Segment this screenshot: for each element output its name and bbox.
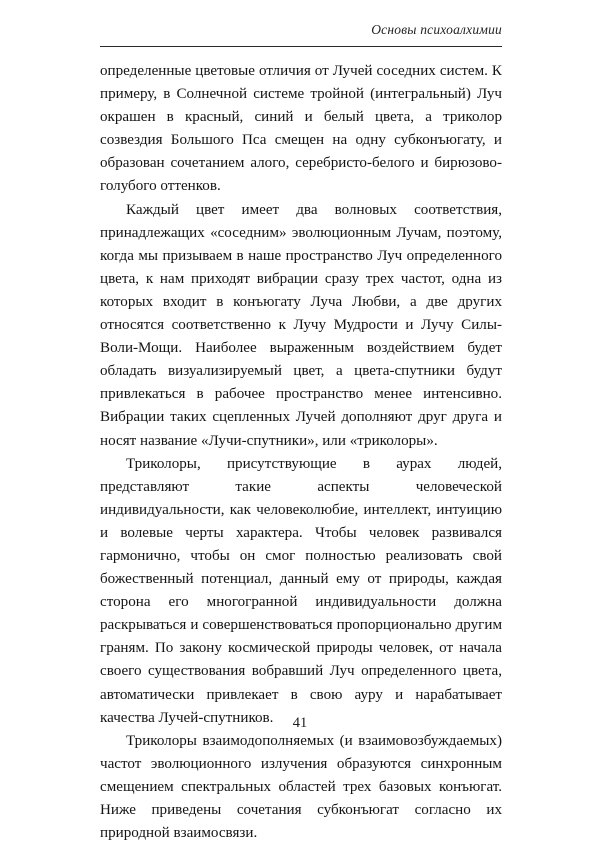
header-divider [100,46,502,47]
page-number: 41 [292,715,308,731]
paragraph: Каждый цвет имеет два волновых соответствия, принадлежащих «соседним» эволюционным Лучам, поэтому, когда мы призываем в наше пространство Луч определенного цвета, к нам приходят вибрации сразу трех частот, одна из которых входит в конъюгату Луча Любви, а две других относятся соответственно к Лучу Мудрости и Лучу Силы-Воли-Мощи. Наиболее выраженным воздействием будет обладать визуализируемый цвет, а цвета-спутники будут привлекаться в рабочее пространство менее интенсивно. Вибрации таких сцепленных Лучей дополняют друг друга и носят название «Лучи-спутники», или «триколоры». [100,201,502,449]
paragraph: определенные цветовые отличия от Лучей соседних систем. К примеру, в Солнечной системе тройной (интегральный) Луч окрашен в красный, синий и белый цвета, а триколор созвездия Большого Пса смещен на одну субконъюгату, и образован сочетанием алого, серебристо-белого и бирюзово-голубого оттенков. [100,63,502,195]
paragraph: Триколоры, присутствующие в аурах людей, представляют такие аспекты человеческой индивидуальности, как человеколюбие, интеллект, интуицию и волевые черты характера. Чтобы человек развивался гармонично, чтобы он смог полностью реализовать свой божественный потенциал, данный ему от природы, каждая сторона его многогранной индивидуальности должна раскрываться и совершенствоваться пропорционально другим граням. По закону космической природы человек, от начала своего существования вобравший Луч определенного цвета, автоматически привлекает в свою ауру и нарабатывает качества Лучей-спутников. [100,455,502,726]
paragraph: Триколоры взаимодополняемых (и взаимовозбуждаемых) частот эволюционного излучения образуются синхронным смещением спектральных областей трех базовых конъюгат. Ниже приведены сочетания субконъюгат согласно их природной взаимосвязи. [100,732,502,842]
running-header: Основы психоалхимии [371,22,502,37]
